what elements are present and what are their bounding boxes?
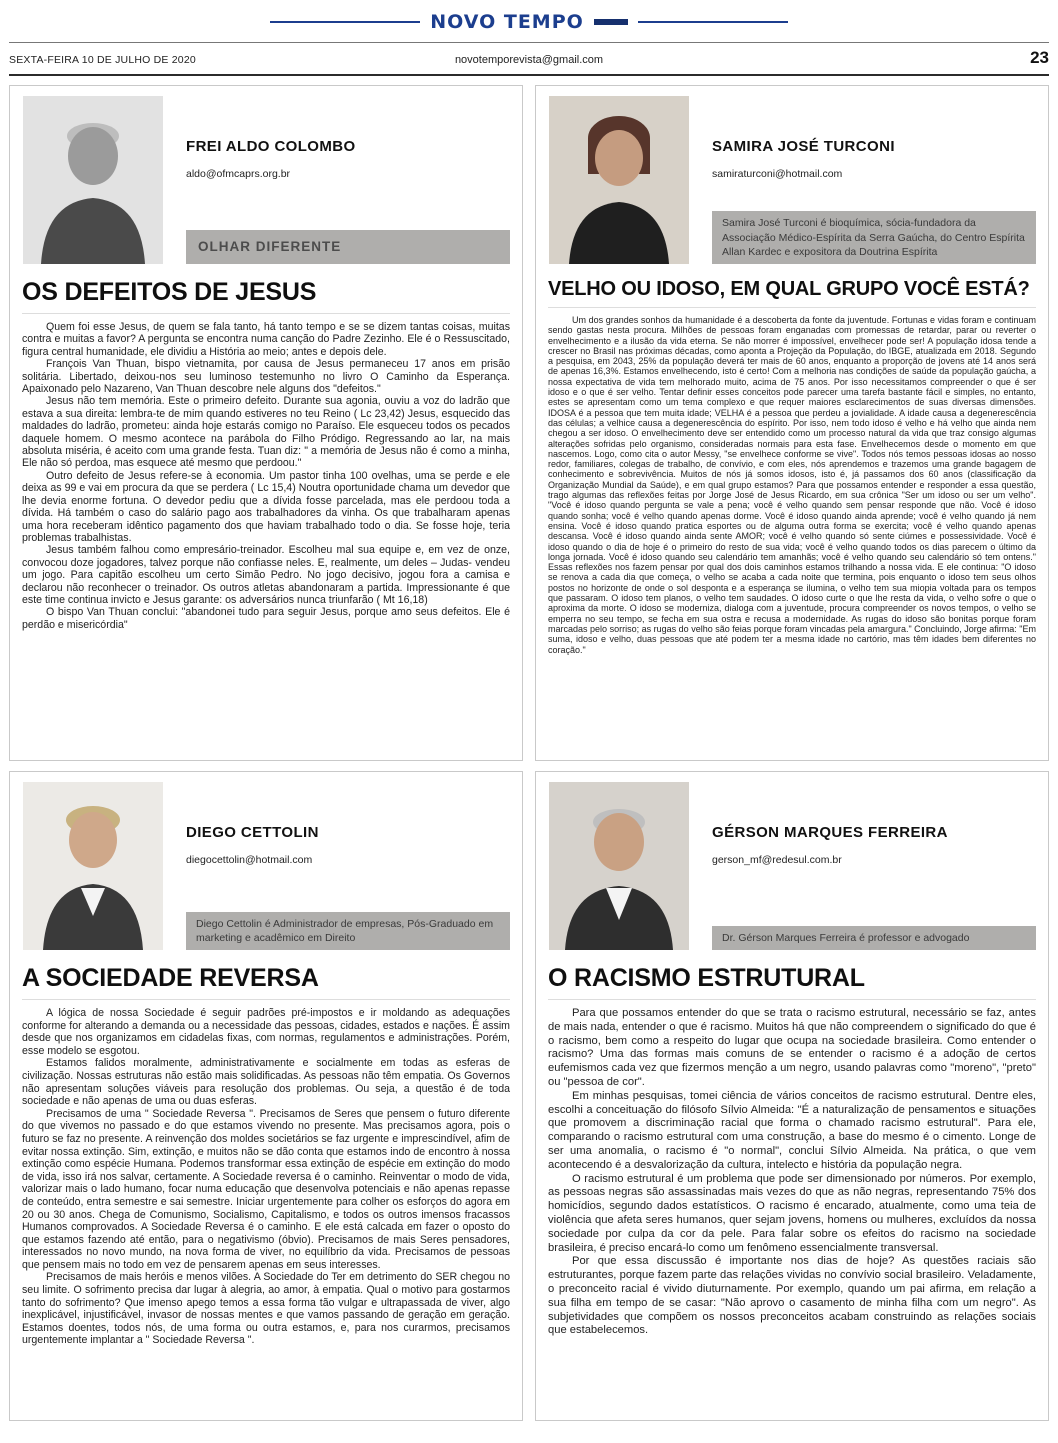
author-name: SAMIRA JOSÉ TURCONI — [712, 138, 895, 155]
author-name: FREI ALDO COLOMBO — [186, 138, 356, 155]
author-photo — [548, 782, 690, 950]
article-paragraph: Para que possamos entender do que se trata o racismo estrutural, necessário se faz, antes de mais nada, entender o que é racismo. Muitos há que não compreendem o significado do que é o racismo, bem como a respeito do lugar que ocupa na sociedade brasileira. Como entender o racismo? Uma das formas mais comuns de se entender o racismo é a adoção de certos eufemismos cada vez que fizermos menção a um negro, usando palavras como "moreno", "preto" ou "pessoa de cor". — [548, 1007, 1036, 1088]
author-email: diegocettolin@hotmail.com — [186, 854, 313, 866]
contact-email: novotemporevista@gmail.com — [454, 54, 604, 66]
person-silhouette-icon — [548, 96, 690, 264]
author-bio-banner: Dr. Gérson Marques Ferreira é professor e advogado — [712, 926, 1036, 950]
author-photo — [22, 96, 164, 264]
author-header — [22, 782, 510, 950]
article-paragraph: O bispo Van Thuan conclui: "abandonei tudo para seguir Jesus, porque amo seus defeitos. Ele é perdão e misericórdia" — [22, 606, 510, 631]
author-photo — [548, 96, 690, 264]
masthead-line-right-icon — [638, 21, 788, 23]
article-paragraph: Precisamos de uma " Sociedade Reversa ". Precisamos de Seres que pensem o futuro diferente do que vivemos no passado e do que estamos vivendo no presente. Mas precisamos agora, pois o futuro se faz no presente. A reinvenção dos moldes societários se faz urgente e imprescindível, afim de evitar nossa extinção. Sim, extinção, e muitos não se dão conta que estamos indo de encontro à nossa extinção como espécie Humana. Podemos transformar essa extinção de espécie em extinção do modo de vida, isso irá nos salvar, certamente. A Sociedade reversa é o caminho. Reinventar o modo de vida, valorizar mais o lado humano, focar numa educação que desenvolva potenciais e não apenas repasse de conteúdo, entra semestre e sai semestre. Iniciar urgentemente para colher os esforços do agora em 20 ou 30 anos. Chega de Comunismo, Socialismo, Capitalismo, e todos os outros imensos fracassos Humanos comprovados. A Sociedade Reversa é o caminho. E ele está calcada em fazer o oposto do que estamos fazendo até então, para o negativismo (óbvio). Precisamos de mais Seres pensadores, interessados no novo mundo, na nova forma de viver, no equilíbrio da vida. Precisamos de pessoas que pensem mais no todo em vez de pensarem apenas em seus interesses. — [22, 1107, 510, 1271]
page-date: SEXTA-FEIRA 10 DE JULHO DE 2020 — [9, 54, 196, 66]
article-paragraph: Jesus também falhou como empresário-treinador. Escolheu mal sua equipe e, em vez de onze, convocou doze jogadores, talvez porque não confiasse neles. E, realmente, um deles – Judas- vendeu um jogo. Para capitão escolheu um certo Simão Pedro. No jogo decisivo, jogou fora a camisa e declarou não reconhecer o treinador. Os outros atletas abandonaram a partida. Impressionante é que este time continua invicto e Jesus garante: os adversários nunca triunfarão ( Mt 16,18) — [22, 544, 510, 606]
article-body — [548, 315, 1036, 655]
article-card-defeitos-de-jesus — [9, 85, 523, 761]
author-email: gerson_mf@redesul.com.br — [712, 854, 842, 866]
article-paragraph: Jesus não tem memória. Este o primeiro defeito. Durante sua agonia, ouviu a voz do ladrão que estava a sua direita: lembra-te de mim quando estiveres no teu Reino ( Lc 23,42) Jesus, esquecido das maldades do ladrão, prometeu: ainda hoje estarás comigo no Paraíso. Ele esqueceu todos os pecados daquele homem. O mesmo acontece na parábola do Filho Pródigo. Regressando ao lar, na mais absoluta miséria, é aceito com uma grande festa. Tuan diz: " a memória de Jesus não é como a minha, Ele não só perdoa, mas esquece até mesmo que perdoou." — [22, 395, 510, 470]
article-paragraph: O racismo estrutural é um problema que pode ser dimensionado por números. Por exemplo, as pessoas negras são assassinadas mais vezes do que as não negras, representando 75% dos homicídios, segundo dados estatísticos. O racismo é encarado, atualmente, como uma teia de violência que afeta seres humanos, quer sejam jovens, homens ou mulheres, excluídos da nossa sociedade por culpa da cor da pele. Para falar sobre os efeitos do racismo na sociedade brasileira, é preciso encará-lo como um fenômeno essencialmente transversal. — [548, 1172, 1036, 1254]
article-card-racismo-estrutural — [535, 771, 1049, 1421]
masthead-title: NOVO TEMPO — [430, 11, 584, 33]
author-name: DIEGO CETTOLIN — [186, 824, 319, 841]
author-header — [548, 96, 1036, 264]
article-body — [22, 1007, 510, 1347]
author-bio-banner: Diego Cettolin é Administrador de empresas, Pós-Graduado em marketing e acadêmico em Direito — [186, 912, 510, 950]
page-number: 23 — [1030, 48, 1049, 67]
article-paragraph: Em minhas pesquisas, tomei ciência de vários conceitos de racismo estrutural. Dentre eles, escolhi a conceituação do filósofo Sílvio Almeida: "É a naturalização de pensamentos e situações que promovem a discriminação racial que forma o chamado racismo estrutural". Para ele, comparando o racismo estrutural com uma construção, a base do mesmo é o cimento. Longe de ser uma anomalia, o racismo é "o normal", conclui Sílvio Almeida. Na prática, o que vem acontecendo é a desvalorização da cultura, intelecto e história da população negra. — [548, 1089, 1036, 1171]
article-paragraph: Precisamos de mais heróis e menos vilões. A Sociedade do Ter em detrimento do SER chegou no seu limite. O sofrimento precisa dar lugar à alegria, ao amor, à empatia. Qual o motivo para gostarmos tanto do sofrimento? Que imenso apego temos a essa forma tão vulgar e ultrapassada de viver, algo inexplicável, injustificável, invasor de nossas mentes e que vamos passando de geração em geração. Estamos doentes, todos nós, de uma forma ou outra estamos, e, para nos curarmos, precisamos urgentemente implantar a " Sociedade Reversa ". — [22, 1271, 510, 1347]
header-info-row — [9, 42, 1049, 76]
article-title: OS DEFEITOS DE JESUS — [22, 278, 510, 314]
person-silhouette-icon — [22, 782, 164, 950]
section-banner: OLHAR DIFERENTE — [186, 230, 510, 264]
article-paragraph: Outro defeito de Jesus refere-se à economia. Um pastor tinha 100 ovelhas, uma se perde e ele deixa as 99 e vai em procura da que se perdera ( Lc 15,4) Noutra oportunidade chama um devedor que lhe devia enorme fortuna. O devedor pediu que a dívida fosse parcelada, mas ele perdoou toda a dívida. Há também o caso do salário pago aos trabalhadores da vinha. Os que trabalharam apenas uma hora receberam idêntico pagamento dos que haviam trabalhado todo o dia. Se fosse hoje, teria problemas trabalhistas. — [22, 469, 510, 544]
article-body — [548, 1007, 1036, 1338]
article-paragraph: Estamos falidos moralmente, administrativamente e socialmente em todas as esferas de civilização. Nossas estruturas não estão mais solidificadas. As pessoas não têm empatia. Os Governos não apresentam soluções viáveis para resolução dos problemas. Ou seja, a questão é de toda sociedade e não apenas de uma ou duas esferas. — [22, 1057, 510, 1108]
author-email: aldo@ofmcaprs.org.br — [186, 168, 291, 180]
masthead-line-left-icon — [270, 21, 420, 23]
author-email: samiraturconi@hotmail.com — [712, 168, 843, 180]
article-title: VELHO OU IDOSO, EM QUAL GRUPO VOCÊ ESTÁ? — [548, 278, 1036, 308]
article-body — [22, 321, 510, 631]
author-bio-banner: Samira José Turconi é bioquímica, sócia-fundadora da Associação Médico-Espírita da Serra Gaúcha, do Centro Espírita Allan Kardec e expositora da Doutrina Espírita — [712, 211, 1036, 264]
author-header — [22, 96, 510, 264]
article-paragraph: Um dos grandes sonhos da humanidade é a descoberta da fonte da juventude. Fortunas e vidas foram e continuam sendo gastas nesta procura. Milhões de pessoas foram enganadas com promessas de retardar, parar ou reverter o envelhecimento e a ilusão da vida eterna. Se não morrer é impossível, envelhecer pode ser! A população idosa tende a crescer no Brasil nas próximas décadas, como aponta a Projeção da População, do IBGE, atualizada em 2018. Segundo a pesquisa, em 2043, 25% da população deverá ter mais de 60 anos, enquanto a proporção de jovens até 14 anos será de apenas 16,3%. Estamos envelhecendo, isto é certo! Com a melhoria nas condições de saúde da população gaúcha, a nossa expectativa de vida tem melhorado muito, acima de 75 anos. Por isso necessitamos compreender o que é ser idoso e o que é ser velho. Tentar definir esses conceitos pode parecer uma tarefa bastante fácil e simples, no entanto, estes se apresentam como um tema complexo e que requer maiores esclarecimentos de suas diversas dimensões. IDOSA é a pessoa que tem muita idade; VELHA é a pessoa que perdeu a jovialidade. A idade causa a degenerescência das células; a velhice causa a degenerescência do espírito. Por isso, nem todo idoso é velho e há velho que ainda nem chegou a ser idoso. O envelhecimento deve ser entendido como um processo natural da vida que traz consigo algumas alterações sofridas pelo organismo, consideradas normais para esta fase. Envelhecemos desde o momento em que nascemos. Logo, como cita o autor Messy, "se envelhece conforme se vive". Todos nós temos pessoas idosas ao nosso redor, familiares, colegas de trabalho, de convívio, e com eles, nós aprendemos e trazemos uma grande bagagem de conhecimento e sobrevivência. Muitos de nós já somos idosos, isto é, já passamos dos 60 anos (classificação da Organização Mundial da Saúde), e em qual grupo estamos? Para que possamos entender e responder a essa questão, trago algumas das reflexões feitas por Jorge José de Jesus Ricardo, em sua crônica "Ser um idoso ou ser um velho". "Você é idoso quando pergunta se vale a pena; você é velho quando sem pensar responde que não. Você é idoso quando sonha; você é velho quando apenas dorme. Você é idoso quando ainda aprende; você é velho quando já nem ensina. Você é idoso quando pratica esportes ou de alguma outra forma se exercita; você é velho quando apenas descansa. Você é idoso quando ainda sente AMOR; você é velho quando só sente ciúmes e possessividade. Você é idoso quando o dia de hoje é o primeiro do resto de sua vida; você é velho quando todos os dias parecem o último da longa jornada. Você é idoso quando seu calendário tem amanhãs; você é velho quando seu calendário só tem ontens." Essas reflexões nos fazem pensar por qual dos dois caminhos estamos trilhando a nossa vida. E ele continua: "O idoso se renova a cada dia que começa, o velho se acaba a cada noite que termina, pois enquanto o idoso tem seus olhos postos no horizonte de onde o sol desponta e a esperança se ilumina, o velho tem sua miopia voltada para os tempos que passaram. O idoso tem planos, o velho tem saudades. O idoso curte o que lhe resta da vida, o velho sofre o que o aproxima da morte. O idoso se moderniza, dialoga com a juventude, procura compreender os novos tempos, o velho se emperra no seu tempo, se fecha em sua ostra e recusa a modernidade. As rugas do idoso são bonitas porque foram marcadas pelo sorriso; as rugas do velho são feias porque foram vincadas pela amargura." Concluindo, Jorge afirma: "Em suma, idoso e velho, duas pessoas que até podem ter a mesma idade no cartório, mas têm idades bem diferentes no coração." — [548, 315, 1036, 655]
author-header — [548, 782, 1036, 950]
article-title: O RACISMO ESTRUTURAL — [548, 964, 1036, 1000]
article-paragraph: Por que essa discussão é importante nos dias de hoje? As questões raciais são estruturantes, porque fazem parte das relações vividas no convívio social brasileiro. Veladamente, o preconceito racial é vivido diuturnamente. Por exemplo, quando um pai afirma, em relação a sua filha em tempo de se casar: "Não aprovo o casamento de minha filha com um negro". As subjetividades que compõem os nossos preconceitos acabam construindo as relações sociais que estabelecemos. — [548, 1255, 1036, 1337]
author-info — [164, 782, 510, 950]
person-silhouette-icon — [22, 96, 164, 264]
author-photo — [22, 782, 164, 950]
author-info — [164, 96, 510, 264]
author-info — [690, 782, 1036, 950]
person-silhouette-icon — [548, 782, 690, 950]
article-paragraph: A lógica de nossa Sociedade é seguir padrões pré-impostos e ir moldando as adequações conforme for alterando a demanda ou a necessidade das pessoas, cidades, estados e nações. É assim desde que nos organizamos em cidadelas fixas, com normas, regulamentos e administrações. Porém, esse modelo se esgotou. — [22, 1007, 510, 1057]
article-card-velho-ou-idoso — [535, 85, 1049, 761]
article-title: A SOCIEDADE REVERSA — [22, 964, 510, 1000]
author-info — [690, 96, 1036, 264]
masthead-dash-icon — [594, 19, 628, 25]
article-paragraph: François Van Thuan, bispo vietnamita, por causa de Jesus permaneceu 17 anos em prisão solitária. Libertado, deixou-nos seu luminoso testemunho no livro O Caminho da Esperança. Apaixonado pelo Nazareno, Van Thuan descobre nele alguns dos "defeitos." — [22, 358, 510, 396]
article-card-sociedade-reversa — [9, 771, 523, 1421]
article-paragraph: Quem foi esse Jesus, de quem se fala tanto, há tanto tempo e se se dizem tantas coisas, muitas contra e muitas a favor? A pergunta se encontra numa canção do Padre Zezinho. Ele é o Ressuscitado, figura central humanidade, ele dividiu a História ao meio; antes e depois dele. — [22, 321, 510, 358]
author-name: GÉRSON MARQUES FERREIRA — [712, 824, 948, 841]
page-header — [9, 6, 1049, 76]
masthead-row — [9, 6, 1049, 38]
articles-grid — [9, 85, 1049, 1421]
